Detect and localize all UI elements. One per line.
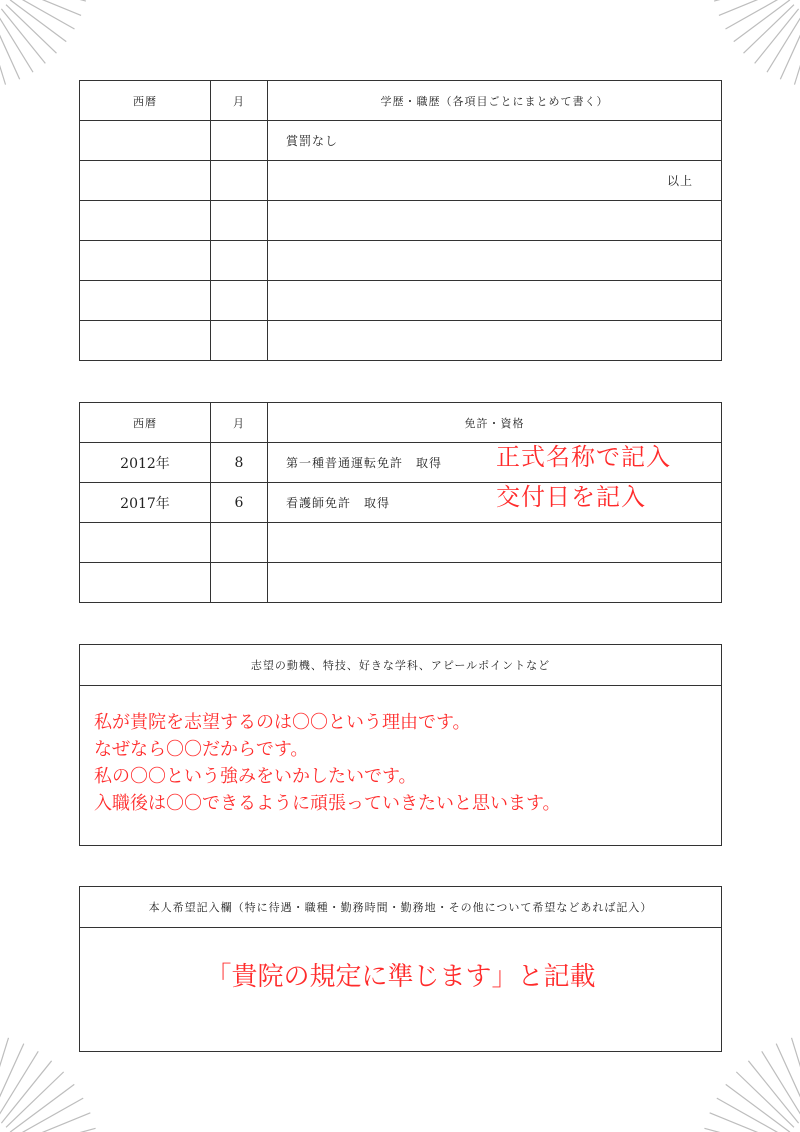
content-wrap [286, 483, 721, 511]
table-row [80, 161, 722, 201]
ray-line [0, 1044, 24, 1117]
ray-line [744, 5, 794, 54]
annotation-issue-date: 交付日を記入 [496, 483, 646, 511]
history-header-month: 月 [211, 81, 268, 121]
content-cell[interactable] [268, 281, 722, 321]
license-name: 看護師免許 取得 [286, 496, 391, 510]
content-cell[interactable] [268, 523, 722, 563]
content-cell[interactable] [268, 483, 722, 523]
personal-request-text: 「貴院の規定に準じます」と記載 [205, 962, 596, 992]
table-row [80, 523, 722, 563]
year-cell[interactable]: 2012年 [80, 443, 211, 483]
table-row [80, 483, 722, 523]
year-cell[interactable] [80, 321, 211, 361]
ray-line [767, 13, 800, 73]
table-row [80, 241, 722, 281]
ray-line [792, 1038, 800, 1114]
ray-line [755, 9, 799, 63]
year-cell[interactable] [80, 161, 211, 201]
month-cell[interactable] [211, 321, 268, 361]
annotation-official-name: 正式名称で記入 [496, 443, 671, 471]
content-cell[interactable] [268, 321, 722, 361]
ray-line [780, 16, 800, 80]
ray-line [0, 16, 20, 80]
ray-line [714, 0, 782, 1]
history-header-row [80, 81, 722, 121]
ray-line [762, 1051, 800, 1119]
content-cell[interactable]: 賞罰なし [268, 121, 722, 161]
year-cell[interactable] [80, 201, 211, 241]
year-cell[interactable] [80, 563, 211, 603]
ray-line [14, 0, 75, 29]
month-cell[interactable] [211, 281, 268, 321]
ray-line [1, 9, 45, 63]
ray-line [794, 18, 800, 85]
month-cell[interactable] [211, 241, 268, 281]
ray-line [18, 0, 86, 1]
license-name: 第一種普通運転免許 取得 [286, 456, 443, 470]
motivation-line: 入職後は〇〇できるように頑張っていきたいと思います。 [94, 793, 561, 814]
content-cell[interactable] [268, 201, 722, 241]
ray-line [16, 1113, 90, 1132]
month-cell[interactable] [211, 563, 268, 603]
table-row [80, 121, 722, 161]
ray-line [0, 1038, 8, 1114]
year-cell[interactable] [80, 241, 211, 281]
year-cell[interactable]: 2017年 [80, 483, 211, 523]
license-header-year: 西暦 [80, 403, 211, 443]
content-cell[interactable] [268, 563, 722, 603]
month-cell[interactable] [211, 121, 268, 161]
ray-line [748, 1061, 798, 1123]
ray-line [719, 0, 784, 15]
ray-line [0, 18, 6, 85]
license-table [79, 402, 722, 603]
month-cell[interactable] [211, 523, 268, 563]
ray-line [6, 1072, 64, 1127]
ray-line [14, 1098, 84, 1132]
motivation-header: 志望の動機、特技、好きな学科、アピールポイントなど [80, 645, 721, 686]
ray-line [0, 1051, 38, 1119]
year-cell[interactable] [80, 281, 211, 321]
motivation-line: 私の〇〇という強みをいかしたいです。 [94, 766, 417, 787]
ray-line [734, 0, 790, 42]
license-header-month: 月 [211, 403, 268, 443]
ray-line [776, 1044, 800, 1117]
license-header-content: 免許・資格 [268, 403, 722, 443]
ray-line [16, 0, 81, 15]
year-cell[interactable] [80, 523, 211, 563]
content-wrap [286, 443, 721, 471]
ray-line [18, 1128, 95, 1132]
ray-line [726, 1084, 790, 1132]
content-cell-end-mark[interactable]: 以上 [268, 161, 722, 201]
motivation-box [79, 644, 722, 846]
history-header-year: 西暦 [80, 81, 211, 121]
ray-line [710, 1113, 784, 1132]
ray-line [0, 13, 33, 73]
motivation-line: 私が貴院を志望するのは〇〇という理由です。 [94, 712, 471, 733]
content-cell[interactable] [268, 241, 722, 281]
personal-request-box [79, 886, 722, 1052]
ray-line [10, 1084, 74, 1132]
ray-line [6, 5, 56, 54]
month-cell[interactable] [211, 161, 268, 201]
ray-line [1, 1061, 51, 1123]
table-row [80, 281, 722, 321]
personal-request-header: 本人希望記入欄（特に待遇・職種・勤務時間・勤務地・その他について希望などあれば記入） [80, 887, 721, 928]
personal-request-body[interactable] [80, 928, 721, 993]
ray-line [736, 1072, 794, 1127]
month-cell[interactable] [211, 201, 268, 241]
month-cell[interactable]: 8 [211, 443, 268, 483]
content-cell[interactable] [268, 443, 722, 483]
motivation-body[interactable] [80, 686, 721, 817]
ray-line [726, 0, 787, 29]
year-cell[interactable] [80, 121, 211, 161]
ray-line [704, 1128, 781, 1132]
history-header-content: 学歴・職歴（各項目ごとにまとめて書く） [268, 81, 722, 121]
month-cell[interactable]: 6 [211, 483, 268, 523]
ray-line [10, 0, 66, 42]
table-row [80, 201, 722, 241]
table-row [80, 321, 722, 361]
table-row [80, 563, 722, 603]
motivation-line: なぜなら〇〇だからです。 [94, 739, 309, 760]
history-table [79, 80, 722, 361]
ray-line [717, 1098, 787, 1132]
